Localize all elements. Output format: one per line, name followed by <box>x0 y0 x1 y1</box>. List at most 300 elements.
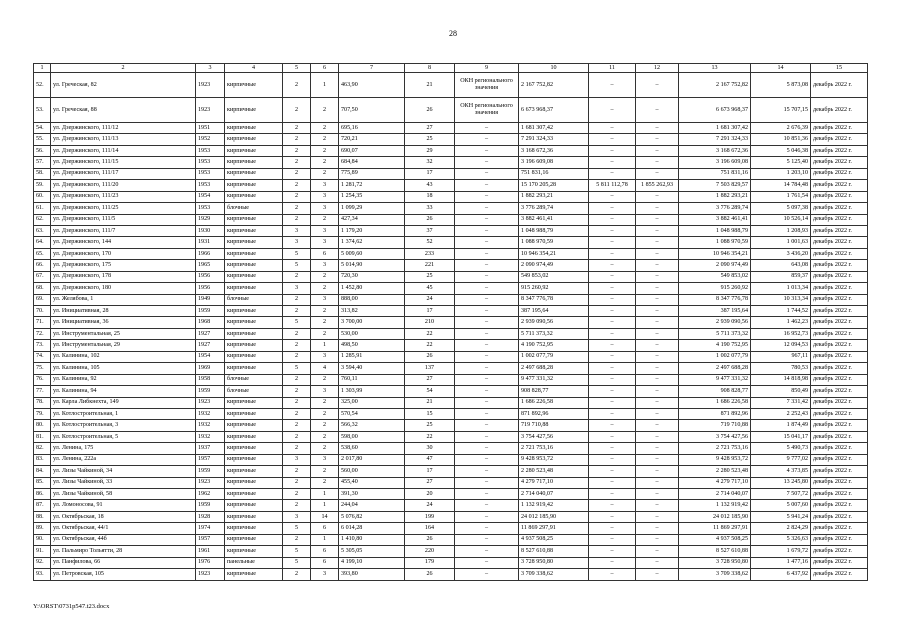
address-cell: ул. Дзержинского, 178 <box>51 271 196 282</box>
area-cell: 560,00 <box>339 466 405 477</box>
cost-per-sqm-cell: 5 125,40 <box>751 157 811 168</box>
area-cell: 325,00 <box>339 397 405 408</box>
row-number: 65. <box>34 248 51 259</box>
owner-funds-cell: 2 090 974,49 <box>679 260 751 271</box>
address-cell: ул. Инициативная, 28 <box>51 306 196 317</box>
total-cost-cell: 5 711 373,32 <box>519 328 589 339</box>
row-number: 59. <box>34 180 51 191</box>
year-cell: 1954 <box>196 351 225 362</box>
total-cost-cell: 4 190 752,95 <box>519 340 589 351</box>
heritage-status-cell: – <box>455 203 519 214</box>
row-number: 73. <box>34 340 51 351</box>
table-row <box>34 386 868 397</box>
owner-funds-cell: 5 711 373,32 <box>679 328 751 339</box>
owner-funds-cell: 7 503 829,57 <box>679 180 751 191</box>
federal-funds-cell: – <box>589 466 636 477</box>
owner-funds-cell: 3 196 609,08 <box>679 157 751 168</box>
owner-funds-cell: 3 709 338,62 <box>679 569 751 580</box>
row-number: 88. <box>34 511 51 522</box>
floors-cell: 2 <box>283 214 311 225</box>
year-cell: 1927 <box>196 340 225 351</box>
cost-per-sqm-cell: 1 477,16 <box>751 557 811 568</box>
residents-cell: 25 <box>405 134 455 145</box>
regional-funds-cell: – <box>636 271 679 282</box>
total-cost-cell: 915 260,92 <box>519 283 589 294</box>
heritage-status-cell: – <box>455 145 519 156</box>
table-row <box>34 363 868 374</box>
column-number-header: 2 <box>51 64 196 73</box>
total-cost-cell: 2 167 752,82 <box>519 73 589 98</box>
table-body <box>34 73 868 581</box>
cost-per-sqm-cell: 3 436,20 <box>751 248 811 259</box>
heritage-status-cell: – <box>455 157 519 168</box>
address-cell: ул. Лизы Чайкиной, 58 <box>51 489 196 500</box>
year-cell: 1931 <box>196 237 225 248</box>
cost-per-sqm-cell: 10 851,36 <box>751 134 811 145</box>
address-cell: ул. Дзержинского, 170 <box>51 248 196 259</box>
wall-material-cell: кирпичные <box>225 397 283 408</box>
address-cell: ул. Калинина, 105 <box>51 363 196 374</box>
owner-funds-cell: 1 686 226,58 <box>679 397 751 408</box>
row-number: 91. <box>34 546 51 557</box>
wall-material-cell: кирпичные <box>225 443 283 454</box>
address-cell: ул. Октябрьская, 44б <box>51 534 196 545</box>
entrances-cell: 6 <box>311 546 339 557</box>
area-cell: 566,32 <box>339 420 405 431</box>
federal-funds-cell: – <box>589 225 636 236</box>
heritage-status-cell: – <box>455 306 519 317</box>
table-row <box>34 489 868 500</box>
floors-cell: 5 <box>283 363 311 374</box>
row-number: 69. <box>34 294 51 305</box>
table-row <box>34 408 868 419</box>
heritage-status-cell: – <box>455 271 519 282</box>
entrances-cell: 6 <box>311 557 339 568</box>
heritage-status-cell: – <box>455 477 519 488</box>
floors-cell: 2 <box>283 134 311 145</box>
address-cell: ул. Ленина, 175 <box>51 443 196 454</box>
total-cost-cell: 3 709 338,62 <box>519 569 589 580</box>
address-cell: ул. Лизы Чайкиной, 33 <box>51 477 196 488</box>
entrances-cell: 3 <box>311 180 339 191</box>
row-number: 75. <box>34 363 51 374</box>
column-number-header: 4 <box>225 64 283 73</box>
area-cell: 427,34 <box>339 214 405 225</box>
wall-material-cell: блочные <box>225 386 283 397</box>
deadline-cell: декабрь 2022 г. <box>811 489 868 500</box>
cost-per-sqm-cell: 5 097,38 <box>751 203 811 214</box>
row-number: 61. <box>34 203 51 214</box>
table-row <box>34 168 868 179</box>
cost-per-sqm-cell: 10 526,14 <box>751 214 811 225</box>
federal-funds-cell: 5 811 112,78 <box>589 180 636 191</box>
area-cell: 5 014,90 <box>339 260 405 271</box>
owner-funds-cell: 8 347 776,78 <box>679 294 751 305</box>
row-number: 82. <box>34 443 51 454</box>
floors-cell: 2 <box>283 203 311 214</box>
federal-funds-cell: – <box>589 271 636 282</box>
cost-per-sqm-cell: 14 818,98 <box>751 374 811 385</box>
total-cost-cell: 3 754 427,56 <box>519 431 589 442</box>
area-cell: 690,07 <box>339 145 405 156</box>
regional-funds-cell: – <box>636 351 679 362</box>
area-cell: 5 009,60 <box>339 248 405 259</box>
table-row <box>34 248 868 259</box>
owner-funds-cell: 2 497 688,28 <box>679 363 751 374</box>
table-row <box>34 283 868 294</box>
column-number-header: 14 <box>751 64 811 73</box>
wall-material-cell: кирпичные <box>225 214 283 225</box>
address-cell: ул. Инструментальная, 29 <box>51 340 196 351</box>
wall-material-cell: кирпичные <box>225 408 283 419</box>
year-cell: 1959 <box>196 386 225 397</box>
total-cost-cell: 2 497 688,28 <box>519 363 589 374</box>
federal-funds-cell: – <box>589 374 636 385</box>
regional-funds-cell: – <box>636 225 679 236</box>
owner-funds-cell: 4 279 717,10 <box>679 477 751 488</box>
area-cell: 1 281,72 <box>339 180 405 191</box>
address-cell: ул. Октябрьская, 44/1 <box>51 523 196 534</box>
heritage-status-cell: – <box>455 260 519 271</box>
federal-funds-cell: – <box>589 363 636 374</box>
entrances-cell: 1 <box>311 489 339 500</box>
year-cell: 1954 <box>196 191 225 202</box>
cost-per-sqm-cell: 5 046,38 <box>751 145 811 156</box>
year-cell: 1961 <box>196 546 225 557</box>
row-number: 80. <box>34 420 51 431</box>
area-cell: 1 099,29 <box>339 203 405 214</box>
total-cost-cell: 3 196 609,08 <box>519 157 589 168</box>
owner-funds-cell: 8 527 610,88 <box>679 546 751 557</box>
floors-cell: 2 <box>283 351 311 362</box>
floors-cell: 2 <box>283 397 311 408</box>
table-row <box>34 374 868 385</box>
entrances-cell: 1 <box>311 73 339 98</box>
entrances-cell: 2 <box>311 443 339 454</box>
deadline-cell: декабрь 2022 г. <box>811 283 868 294</box>
area-cell: 695,16 <box>339 123 405 134</box>
address-cell: ул. Дзержинского, 111/14 <box>51 145 196 156</box>
floors-cell: 2 <box>283 73 311 98</box>
row-number: 56. <box>34 145 51 156</box>
federal-funds-cell: – <box>589 477 636 488</box>
wall-material-cell: кирпичные <box>225 477 283 488</box>
federal-funds-cell: – <box>589 123 636 134</box>
column-number-header: 8 <box>405 64 455 73</box>
owner-funds-cell: 7 291 324,33 <box>679 134 751 145</box>
floors-cell: 2 <box>283 340 311 351</box>
table-row <box>34 237 868 248</box>
wall-material-cell: блочные <box>225 374 283 385</box>
deadline-cell: декабрь 2022 г. <box>811 317 868 328</box>
cost-per-sqm-cell: 9 777,02 <box>751 454 811 465</box>
floors-cell: 3 <box>283 237 311 248</box>
row-number: 57. <box>34 157 51 168</box>
wall-material-cell: кирпичные <box>225 134 283 145</box>
deadline-cell: декабрь 2022 г. <box>811 374 868 385</box>
heritage-status-cell: – <box>455 225 519 236</box>
address-cell: ул. Дзержинского, 175 <box>51 260 196 271</box>
entrances-cell: 2 <box>311 134 339 145</box>
deadline-cell: декабрь 2022 г. <box>811 123 868 134</box>
floors-cell: 2 <box>283 271 311 282</box>
federal-funds-cell: – <box>589 569 636 580</box>
address-cell: ул. Дзержинского, 111/23 <box>51 191 196 202</box>
year-cell: 1974 <box>196 523 225 534</box>
cost-per-sqm-cell: 1 208,93 <box>751 225 811 236</box>
total-cost-cell: 7 291 324,33 <box>519 134 589 145</box>
table-row <box>34 294 868 305</box>
table-row <box>34 73 868 98</box>
residents-cell: 30 <box>405 443 455 454</box>
address-cell: ул. Котлостроительная, 3 <box>51 420 196 431</box>
total-cost-cell: 24 012 185,90 <box>519 511 589 522</box>
heritage-status-cell: – <box>455 123 519 134</box>
regional-funds-cell: – <box>636 557 679 568</box>
footer-file-path: Y:\ORST\0731p547.t23.docx <box>33 603 110 610</box>
floors-cell: 2 <box>283 328 311 339</box>
residents-cell: 17 <box>405 168 455 179</box>
regional-funds-cell: – <box>636 145 679 156</box>
floors-cell: 2 <box>283 431 311 442</box>
federal-funds-cell: – <box>589 408 636 419</box>
row-number: 92. <box>34 557 51 568</box>
federal-funds-cell: – <box>589 248 636 259</box>
entrances-cell: 3 <box>311 260 339 271</box>
area-cell: 1 285,91 <box>339 351 405 362</box>
cost-per-sqm-cell: 2 824,29 <box>751 523 811 534</box>
cost-per-sqm-cell: 1 679,72 <box>751 546 811 557</box>
total-cost-cell: 1 002 077,79 <box>519 351 589 362</box>
entrances-cell: 2 <box>311 466 339 477</box>
area-cell: 2 017,80 <box>339 454 405 465</box>
deadline-cell: декабрь 2022 г. <box>811 454 868 465</box>
row-number: 67. <box>34 271 51 282</box>
heritage-status-cell: – <box>455 523 519 534</box>
table-row <box>34 328 868 339</box>
deadline-cell: декабрь 2022 г. <box>811 225 868 236</box>
address-cell: ул. Дзержинского, 111/12 <box>51 123 196 134</box>
owner-funds-cell: 9 428 953,72 <box>679 454 751 465</box>
column-number-header: 11 <box>589 64 636 73</box>
residents-cell: 210 <box>405 317 455 328</box>
table-row <box>34 477 868 488</box>
year-cell: 1929 <box>196 214 225 225</box>
deadline-cell: декабрь 2022 г. <box>811 534 868 545</box>
residents-cell: 33 <box>405 203 455 214</box>
regional-funds-cell: – <box>636 500 679 511</box>
total-cost-cell: 11 869 297,91 <box>519 523 589 534</box>
row-number: 54. <box>34 123 51 134</box>
total-cost-cell: 4 937 508,25 <box>519 534 589 545</box>
cost-per-sqm-cell: 643,08 <box>751 260 811 271</box>
deadline-cell: декабрь 2022 г. <box>811 203 868 214</box>
cost-per-sqm-cell: 1 462,23 <box>751 317 811 328</box>
row-number: 90. <box>34 534 51 545</box>
federal-funds-cell: – <box>589 260 636 271</box>
regional-funds-cell: – <box>636 73 679 98</box>
row-number: 74. <box>34 351 51 362</box>
year-cell: 1956 <box>196 271 225 282</box>
wall-material-cell: кирпичные <box>225 569 283 580</box>
heritage-status-cell: – <box>455 134 519 145</box>
area-cell: 720,30 <box>339 271 405 282</box>
wall-material-cell: кирпичные <box>225 168 283 179</box>
address-cell: ул. Дзержинского, 111/17 <box>51 168 196 179</box>
deadline-cell: декабрь 2022 г. <box>811 466 868 477</box>
deadline-cell: декабрь 2022 г. <box>811 420 868 431</box>
regional-funds-cell: – <box>636 203 679 214</box>
year-cell: 1962 <box>196 489 225 500</box>
owner-funds-cell: 3 754 427,56 <box>679 431 751 442</box>
floors-cell: 5 <box>283 248 311 259</box>
heritage-status-cell: – <box>455 294 519 305</box>
wall-material-cell: кирпичные <box>225 420 283 431</box>
area-cell: 3 700,00 <box>339 317 405 328</box>
residents-cell: 220 <box>405 546 455 557</box>
address-cell: ул. Калинина, 94 <box>51 386 196 397</box>
year-cell: 1966 <box>196 248 225 259</box>
wall-material-cell: кирпичные <box>225 98 283 123</box>
cost-per-sqm-cell: 12 094,53 <box>751 340 811 351</box>
total-cost-cell: 751 831,16 <box>519 168 589 179</box>
table-row <box>34 500 868 511</box>
area-cell: 1 179,20 <box>339 225 405 236</box>
floors-cell: 3 <box>283 454 311 465</box>
wall-material-cell: кирпичные <box>225 180 283 191</box>
wall-material-cell: кирпичные <box>225 283 283 294</box>
area-cell: 1 410,80 <box>339 534 405 545</box>
regional-funds-cell: – <box>636 374 679 385</box>
residents-cell: 179 <box>405 557 455 568</box>
entrances-cell: 2 <box>311 168 339 179</box>
regional-funds-cell: – <box>636 134 679 145</box>
column-number-header: 6 <box>311 64 339 73</box>
year-cell: 1932 <box>196 408 225 419</box>
wall-material-cell: кирпичные <box>225 317 283 328</box>
row-number: 53. <box>34 98 51 123</box>
federal-funds-cell: – <box>589 511 636 522</box>
cost-per-sqm-cell: 5 326,63 <box>751 534 811 545</box>
residents-cell: 22 <box>405 431 455 442</box>
total-cost-cell: 549 853,02 <box>519 271 589 282</box>
entrances-cell: 4 <box>311 363 339 374</box>
regional-funds-cell: – <box>636 363 679 374</box>
address-cell: ул. Инициативная, 36 <box>51 317 196 328</box>
regional-funds-cell: – <box>636 317 679 328</box>
total-cost-cell: 9 477 331,32 <box>519 374 589 385</box>
floors-cell: 2 <box>283 180 311 191</box>
area-cell: 391,30 <box>339 489 405 500</box>
cost-per-sqm-cell: 967,11 <box>751 351 811 362</box>
deadline-cell: декабрь 2022 г. <box>811 500 868 511</box>
table-row <box>34 557 868 568</box>
total-cost-cell: 1 882 293,21 <box>519 191 589 202</box>
year-cell: 1976 <box>196 557 225 568</box>
deadline-cell: декабрь 2022 г. <box>811 328 868 339</box>
address-cell: ул. Калинина, 102 <box>51 351 196 362</box>
column-number-header: 5 <box>283 64 311 73</box>
column-number-header: 12 <box>636 64 679 73</box>
regional-funds-cell: – <box>636 443 679 454</box>
area-cell: 888,00 <box>339 294 405 305</box>
address-cell: ул. Дзержинского, 111/5 <box>51 214 196 225</box>
entrances-cell: 3 <box>311 225 339 236</box>
area-cell: 5 305,05 <box>339 546 405 557</box>
year-cell: 1927 <box>196 328 225 339</box>
residents-cell: 18 <box>405 191 455 202</box>
row-number: 78. <box>34 397 51 408</box>
address-cell: ул. Котлостроительная, 5 <box>51 431 196 442</box>
area-cell: 1 452,80 <box>339 283 405 294</box>
address-cell: ул. Греческая, 82 <box>51 73 196 98</box>
wall-material-cell: кирпичные <box>225 191 283 202</box>
residents-cell: 17 <box>405 466 455 477</box>
wall-material-cell: кирпичные <box>225 489 283 500</box>
address-cell: ул. Дзержинского, 144 <box>51 237 196 248</box>
regional-funds-cell: – <box>636 260 679 271</box>
cost-per-sqm-cell: 1 744,52 <box>751 306 811 317</box>
heritage-status-cell: – <box>455 317 519 328</box>
entrances-cell: 3 <box>311 203 339 214</box>
floors-cell: 2 <box>283 145 311 156</box>
heritage-status-cell: – <box>455 557 519 568</box>
heritage-status-cell: – <box>455 237 519 248</box>
entrances-cell: 2 <box>311 374 339 385</box>
row-number: 83. <box>34 454 51 465</box>
wall-material-cell: блочные <box>225 203 283 214</box>
entrances-cell: 1 <box>311 500 339 511</box>
floors-cell: 2 <box>283 569 311 580</box>
row-number: 70. <box>34 306 51 317</box>
owner-funds-cell: 549 853,02 <box>679 271 751 282</box>
heritage-status-cell: – <box>455 328 519 339</box>
floors-cell: 2 <box>283 466 311 477</box>
heritage-status-cell: – <box>455 351 519 362</box>
deadline-cell: декабрь 2022 г. <box>811 306 868 317</box>
regional-funds-cell: – <box>636 386 679 397</box>
row-number: 81. <box>34 431 51 442</box>
residents-cell: 43 <box>405 180 455 191</box>
wall-material-cell: кирпичные <box>225 454 283 465</box>
table-row <box>34 98 868 123</box>
residents-cell: 26 <box>405 534 455 545</box>
year-cell: 1958 <box>196 374 225 385</box>
row-number: 52. <box>34 73 51 98</box>
residents-cell: 22 <box>405 328 455 339</box>
table-row <box>34 443 868 454</box>
area-cell: 393,80 <box>339 569 405 580</box>
housing-table-container <box>33 63 868 581</box>
regional-funds-cell: – <box>636 283 679 294</box>
cost-per-sqm-cell: 16 952,73 <box>751 328 811 339</box>
residents-cell: 25 <box>405 271 455 282</box>
year-cell: 1932 <box>196 431 225 442</box>
year-cell: 1923 <box>196 477 225 488</box>
table-row <box>34 466 868 477</box>
regional-funds-cell: – <box>636 397 679 408</box>
year-cell: 1956 <box>196 283 225 294</box>
address-cell: ул. Дзержинского, 180 <box>51 283 196 294</box>
residents-cell: 15 <box>405 408 455 419</box>
federal-funds-cell: – <box>589 328 636 339</box>
residents-cell: 27 <box>405 374 455 385</box>
address-cell: ул. Котлостроительная, 1 <box>51 408 196 419</box>
floors-cell: 2 <box>283 294 311 305</box>
federal-funds-cell: – <box>589 306 636 317</box>
cost-per-sqm-cell: 7 507,72 <box>751 489 811 500</box>
table-row <box>34 569 868 580</box>
